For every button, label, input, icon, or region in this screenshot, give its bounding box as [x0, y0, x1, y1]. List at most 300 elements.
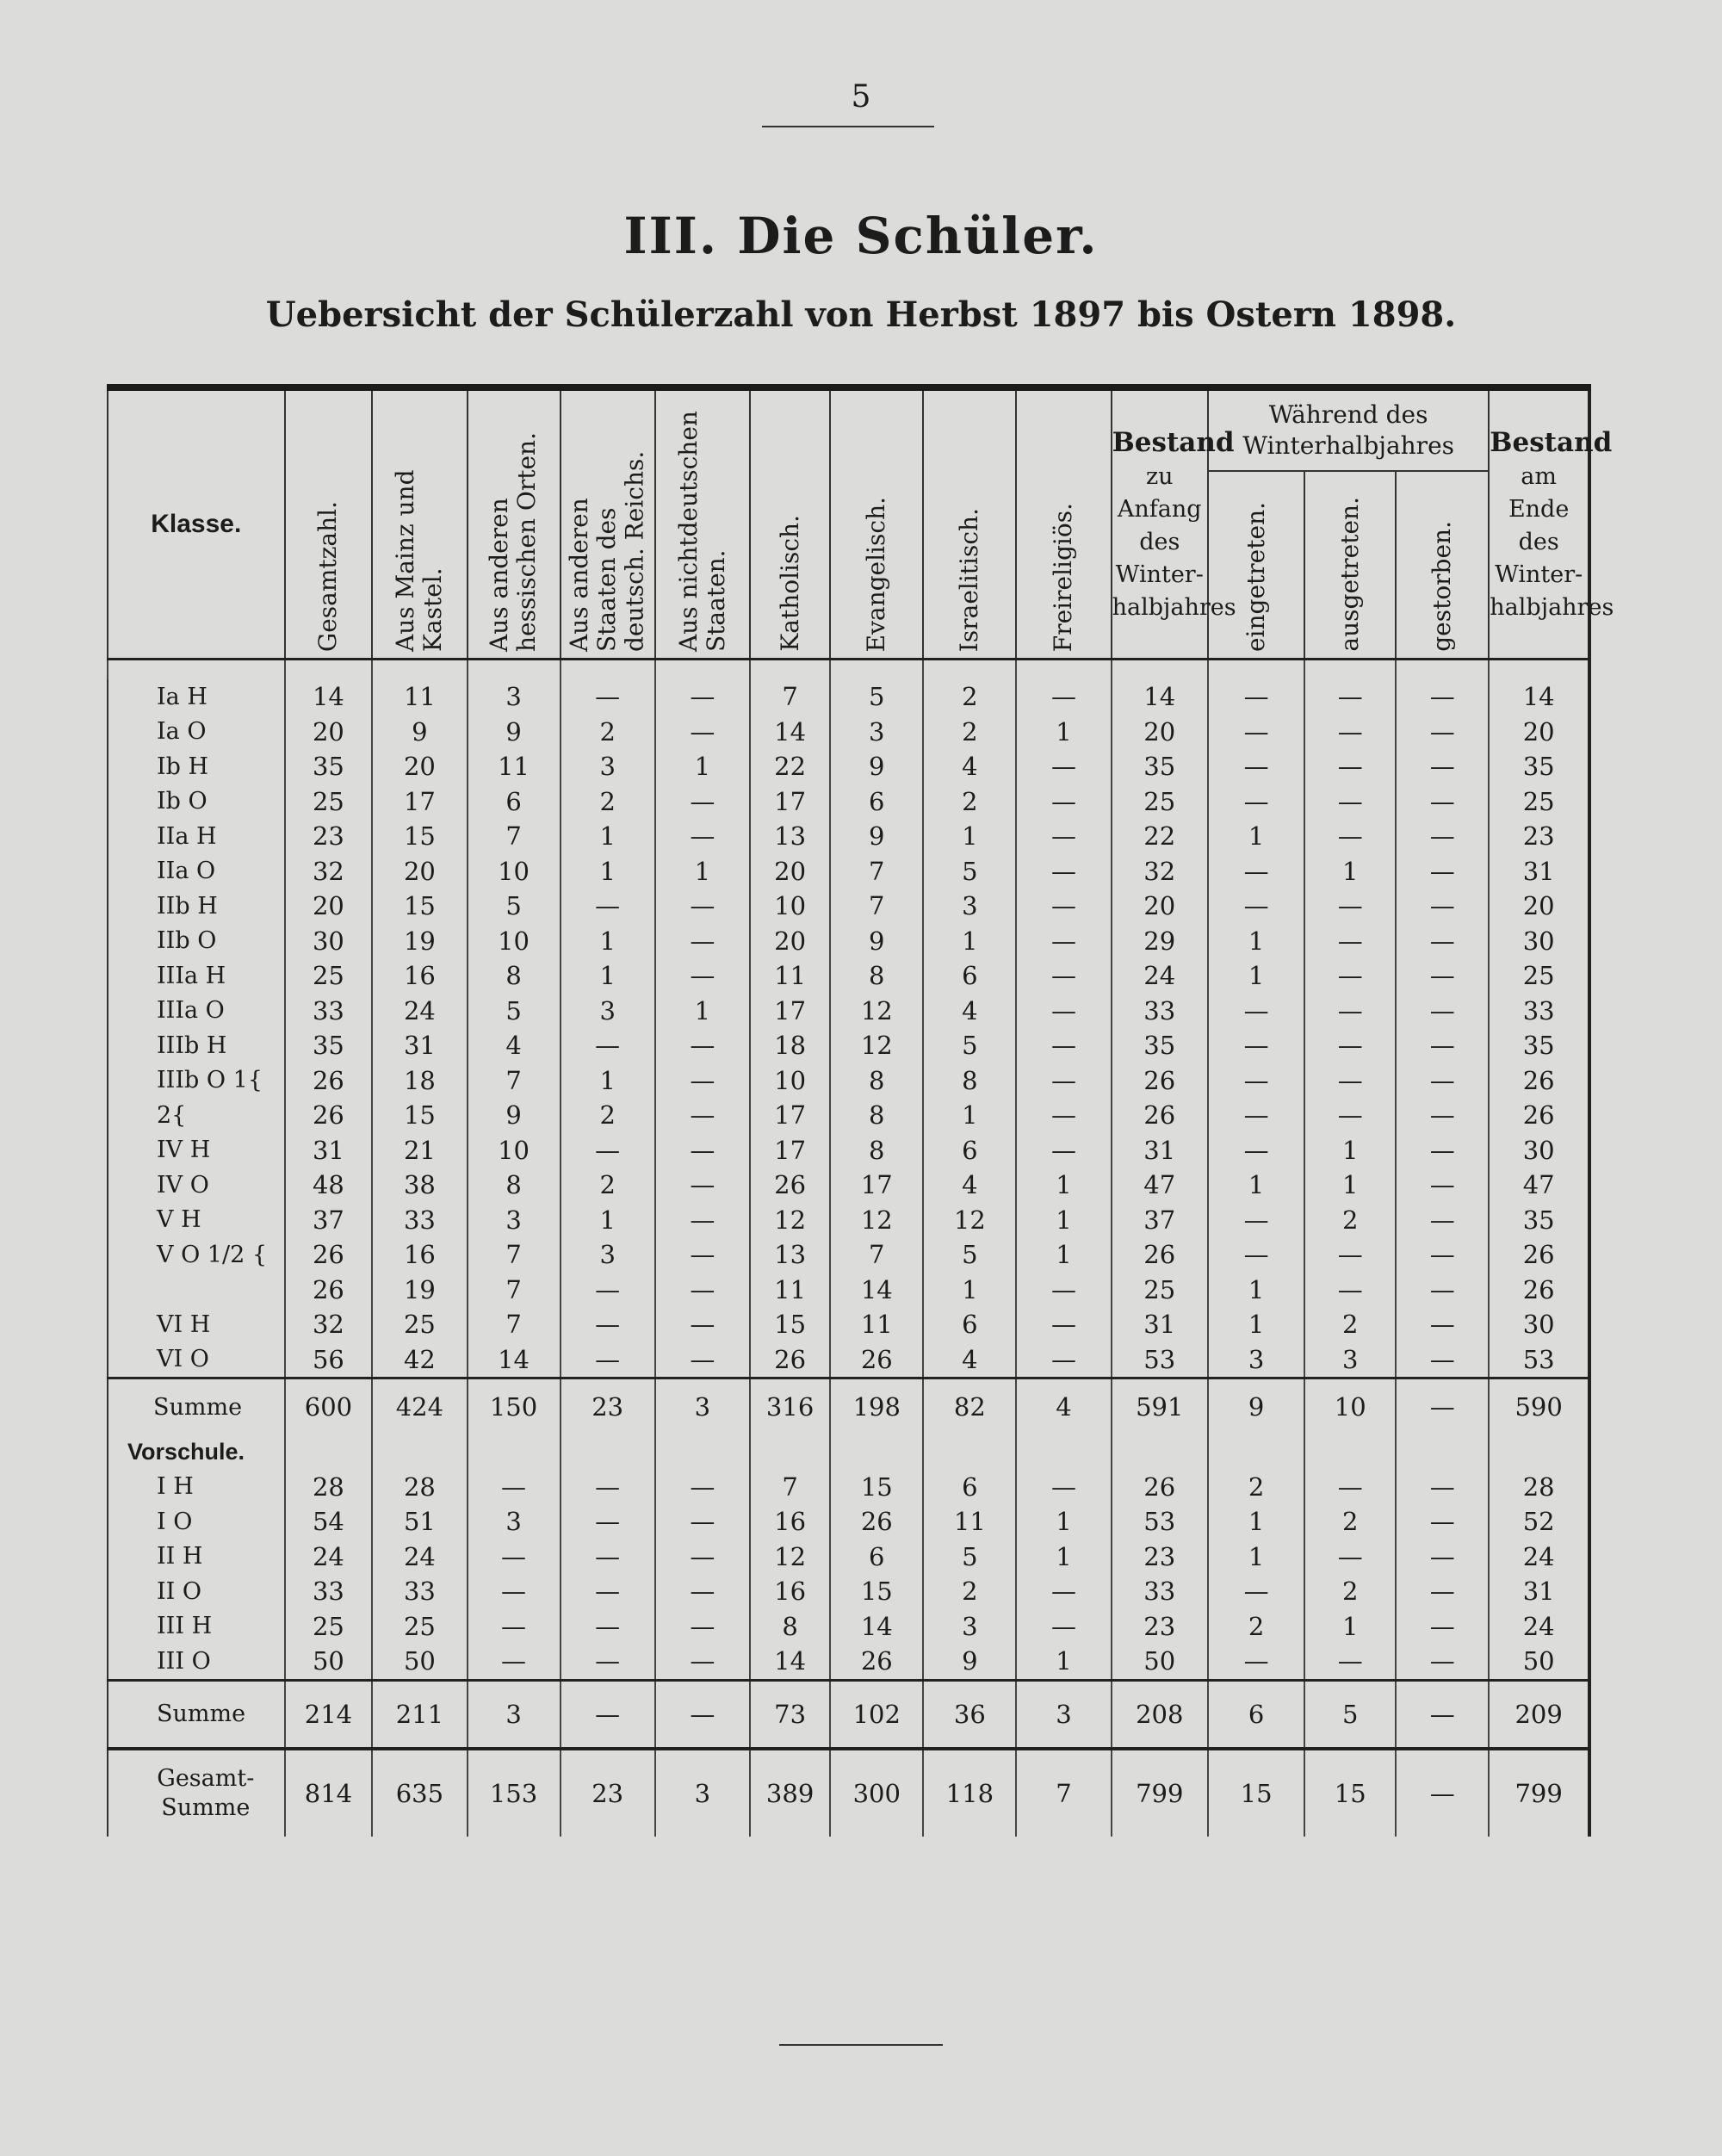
value-cell: — — [655, 784, 750, 820]
value-cell: 26 — [750, 1342, 830, 1378]
value-cell: 1 — [561, 958, 655, 994]
value-cell: 8 — [830, 1133, 923, 1168]
value-cell: 9 — [468, 1098, 561, 1133]
value-cell: 16 — [372, 958, 467, 994]
value-cell: 1 — [1016, 1504, 1111, 1540]
value-cell: 51 — [372, 1504, 467, 1540]
page-number: 5 — [851, 79, 871, 115]
value-cell: — — [1396, 1574, 1489, 1609]
value-cell: — — [1396, 1168, 1489, 1203]
value-cell: 150 — [468, 1378, 561, 1435]
value-cell: 26 — [1112, 1237, 1208, 1273]
value-cell: — — [655, 715, 750, 750]
value-cell: 23 — [561, 1378, 655, 1435]
value-cell: 9 — [1208, 1378, 1304, 1435]
value-cell: 24 — [372, 994, 467, 1029]
value-cell: 20 — [285, 889, 373, 924]
value-cell: 19 — [372, 1273, 467, 1308]
value-cell: — — [1304, 1540, 1396, 1575]
value-cell: 15 — [830, 1470, 923, 1505]
value-cell: — — [1208, 1028, 1304, 1063]
value-cell: 10 — [1304, 1378, 1396, 1435]
value-cell: — — [1016, 1063, 1111, 1099]
value-cell: 7 — [468, 1237, 561, 1273]
value-cell: 26 — [830, 1644, 923, 1680]
value-cell: — — [1208, 1574, 1304, 1609]
class-label-cell: VI O — [108, 1342, 285, 1378]
value-cell: 15 — [372, 1098, 467, 1133]
table-row — [108, 1470, 1589, 1505]
value-cell: 35 — [285, 1028, 373, 1063]
value-cell: — — [561, 1644, 655, 1680]
value-cell: 2 — [923, 679, 1016, 715]
value-cell: 12 — [923, 1203, 1016, 1238]
value-cell: 590 — [1489, 1378, 1589, 1435]
value-cell: 50 — [372, 1644, 467, 1680]
value-cell: — — [1304, 1098, 1396, 1133]
value-cell: 7 — [1016, 1749, 1111, 1837]
value-cell: 1 — [923, 924, 1016, 959]
value-cell: — — [655, 1644, 750, 1680]
value-cell: 9 — [830, 924, 923, 959]
value-cell: 3 — [468, 1203, 561, 1238]
value-cell: — — [655, 1168, 750, 1203]
value-cell: — — [1016, 1133, 1111, 1168]
value-cell: — — [655, 1098, 750, 1133]
value-cell: — — [561, 1574, 655, 1609]
table-row — [108, 1133, 1589, 1168]
value-cell: 36 — [923, 1680, 1016, 1749]
value-cell: 153 — [468, 1749, 561, 1837]
class-label-cell: IV O — [108, 1168, 285, 1203]
header-eingetreten: eingetreten. — [1208, 471, 1304, 660]
value-cell: 53 — [1112, 1504, 1208, 1540]
value-cell: — — [1396, 1098, 1489, 1133]
header-bestand-ende: Bestand am Ende des Winter-halbjahres — [1489, 391, 1589, 660]
value-cell: 20 — [285, 715, 373, 750]
table-row — [108, 889, 1589, 924]
value-cell: 8 — [830, 1063, 923, 1099]
value-cell: — — [1208, 715, 1304, 750]
value-cell: — — [655, 1237, 750, 1273]
value-cell: — — [1304, 1237, 1396, 1273]
value-cell: 1 — [1208, 819, 1304, 854]
value-cell: — — [1396, 1028, 1489, 1063]
value-cell: 22 — [1112, 819, 1208, 854]
value-cell: 33 — [285, 1574, 373, 1609]
value-cell: 73 — [750, 1680, 830, 1749]
value-cell: 26 — [285, 1273, 373, 1308]
value-cell: — — [1304, 715, 1396, 750]
value-cell: 31 — [1112, 1133, 1208, 1168]
value-cell: 20 — [1489, 715, 1589, 750]
table-row — [108, 1168, 1589, 1203]
value-cell: — — [1304, 889, 1396, 924]
value-cell: — — [1396, 1307, 1489, 1342]
value-cell: 15 — [750, 1307, 830, 1342]
value-cell: 316 — [750, 1378, 830, 1435]
value-cell: 5 — [923, 1540, 1016, 1575]
value-cell: 1 — [561, 819, 655, 854]
header-gesamtzahl: Gesamtzahl. — [285, 391, 373, 660]
value-cell: 2 — [561, 1098, 655, 1133]
table-row — [108, 1063, 1589, 1099]
class-label-cell: VI H — [108, 1307, 285, 1342]
summe-row — [108, 1378, 1589, 1435]
value-cell: 3 — [468, 679, 561, 715]
value-cell: 15 — [1304, 1749, 1396, 1837]
value-cell: 8 — [468, 1168, 561, 1203]
header-row-1 — [108, 391, 1589, 471]
value-cell: — — [1396, 1133, 1489, 1168]
value-cell: 29 — [1112, 924, 1208, 959]
value-cell: 6 — [830, 1540, 923, 1575]
value-cell: — — [1208, 1203, 1304, 1238]
value-cell: 20 — [372, 749, 467, 784]
value-cell: 8 — [468, 958, 561, 994]
value-cell: 9 — [923, 1644, 1016, 1680]
value-cell: — — [655, 1470, 750, 1505]
class-label-cell: Summe — [108, 1680, 285, 1749]
value-cell: — — [1016, 1307, 1111, 1342]
value-cell: — — [1396, 1378, 1489, 1435]
value-cell: — — [655, 679, 750, 715]
gesamt-summe-row — [108, 1749, 1589, 1837]
value-cell: 23 — [1112, 1609, 1208, 1645]
value-cell: 799 — [1112, 1749, 1208, 1837]
value-cell: 54 — [285, 1504, 373, 1540]
value-cell: — — [468, 1574, 561, 1609]
value-cell: 37 — [1112, 1203, 1208, 1238]
value-cell: — — [655, 819, 750, 854]
value-cell: 4 — [923, 749, 1016, 784]
value-cell: 52 — [1489, 1504, 1589, 1540]
value-cell: 56 — [285, 1342, 373, 1378]
value-cell: 21 — [372, 1133, 467, 1168]
value-cell: 28 — [1489, 1470, 1589, 1505]
value-cell: 11 — [750, 958, 830, 994]
value-cell: 211 — [372, 1680, 467, 1749]
value-cell: 17 — [830, 1168, 923, 1203]
value-cell: — — [561, 1342, 655, 1378]
value-cell: — — [1396, 784, 1489, 820]
value-cell: — — [561, 679, 655, 715]
table-row — [108, 1504, 1589, 1540]
value-cell: 50 — [1489, 1644, 1589, 1680]
value-cell: — — [561, 1504, 655, 1540]
value-cell: — — [655, 889, 750, 924]
value-cell: 26 — [1489, 1063, 1589, 1099]
value-cell: — — [1396, 854, 1489, 889]
table-row — [108, 1028, 1589, 1063]
value-cell: — — [1208, 749, 1304, 784]
value-cell: 12 — [750, 1540, 830, 1575]
value-cell: — — [1396, 1237, 1489, 1273]
table-body — [108, 660, 1589, 1837]
value-cell: 102 — [830, 1680, 923, 1749]
table-row — [108, 994, 1589, 1029]
value-cell: 1 — [655, 854, 750, 889]
value-cell: 7 — [830, 1237, 923, 1273]
value-cell: — — [1304, 784, 1396, 820]
class-label-cell: IV H — [108, 1133, 285, 1168]
value-cell: — — [1016, 958, 1111, 994]
value-cell: 24 — [1112, 958, 1208, 994]
value-cell: 6 — [923, 958, 1016, 994]
value-cell: 1 — [1304, 1133, 1396, 1168]
value-cell: 26 — [1112, 1098, 1208, 1133]
value-cell: 7 — [468, 1063, 561, 1099]
table-row — [108, 715, 1589, 750]
summe-row — [108, 1680, 1589, 1749]
value-cell: 1 — [1304, 1168, 1396, 1203]
value-cell: — — [1396, 1644, 1489, 1680]
value-cell: 600 — [285, 1378, 373, 1435]
spacer-row — [108, 660, 1589, 679]
value-cell: 7 — [468, 1273, 561, 1308]
value-cell: 2 — [1304, 1574, 1396, 1609]
table-row — [108, 749, 1589, 784]
value-cell: 14 — [285, 679, 373, 715]
value-cell: 799 — [1489, 1749, 1589, 1837]
value-cell: — — [655, 1342, 750, 1378]
value-cell: 35 — [1112, 749, 1208, 784]
value-cell: 20 — [750, 854, 830, 889]
value-cell: 15 — [1208, 1749, 1304, 1837]
value-cell: 35 — [1112, 1028, 1208, 1063]
value-cell: 17 — [750, 1133, 830, 1168]
class-label-cell: IIb H — [108, 889, 285, 924]
class-label-cell: 2{ — [108, 1098, 285, 1133]
class-label-cell: IIIb O 1{ — [108, 1063, 285, 1099]
value-cell: 24 — [372, 1540, 467, 1575]
table-row — [108, 924, 1589, 959]
value-cell: 17 — [372, 784, 467, 820]
value-cell: 1 — [1208, 1168, 1304, 1203]
value-cell: 25 — [285, 958, 373, 994]
value-cell: 2 — [1208, 1470, 1304, 1505]
value-cell: 1 — [1304, 1609, 1396, 1645]
value-cell: 11 — [923, 1504, 1016, 1540]
value-cell: 28 — [372, 1470, 467, 1505]
value-cell: — — [1208, 679, 1304, 715]
value-cell: 3 — [561, 994, 655, 1029]
value-cell: 33 — [372, 1203, 467, 1238]
value-cell: 12 — [830, 1028, 923, 1063]
value-cell: 26 — [1489, 1237, 1589, 1273]
header-bestand-anfang: Bestand zu Anfang des Winter-halbjahres — [1112, 391, 1208, 660]
value-cell: 53 — [1112, 1342, 1208, 1378]
value-cell: 198 — [830, 1378, 923, 1435]
table-row — [108, 679, 1589, 715]
value-cell: 1 — [1208, 958, 1304, 994]
header-klasse: Klasse. — [108, 391, 285, 660]
value-cell: — — [468, 1609, 561, 1645]
value-cell: — — [1396, 994, 1489, 1029]
value-cell: — — [1396, 679, 1489, 715]
value-cell: — — [1016, 819, 1111, 854]
value-cell: 1 — [1208, 1273, 1304, 1308]
value-cell: — — [1016, 889, 1111, 924]
value-cell: 42 — [372, 1342, 467, 1378]
value-cell: 15 — [372, 819, 467, 854]
value-cell: 47 — [1489, 1168, 1589, 1203]
value-cell: 82 — [923, 1378, 1016, 1435]
value-cell: 209 — [1489, 1680, 1589, 1749]
value-cell: 26 — [285, 1237, 373, 1273]
value-cell: 2 — [1304, 1203, 1396, 1238]
table-top-rule — [107, 384, 1591, 391]
value-cell: 14 — [750, 1644, 830, 1680]
header-freireligioes: Freireligiös. — [1016, 391, 1111, 660]
value-cell: 17 — [750, 1098, 830, 1133]
header-evangelisch: Evangelisch. — [830, 391, 923, 660]
value-cell: — — [655, 1133, 750, 1168]
class-label-cell: Gesamt-Summe — [108, 1749, 285, 1837]
value-cell: 3 — [1208, 1342, 1304, 1378]
value-cell: 12 — [830, 1203, 923, 1238]
value-cell: 7 — [830, 854, 923, 889]
value-cell: 26 — [750, 1168, 830, 1203]
value-cell: — — [1304, 1028, 1396, 1063]
value-cell: — — [1304, 1644, 1396, 1680]
header-katholisch: Katholisch. — [750, 391, 830, 660]
value-cell: 20 — [1112, 715, 1208, 750]
value-cell: — — [1396, 819, 1489, 854]
value-cell: 26 — [1489, 1098, 1589, 1133]
vorschule-label: Vorschule. — [108, 1434, 285, 1470]
value-cell: 1 — [561, 1203, 655, 1238]
value-cell: — — [561, 889, 655, 924]
class-label-cell: IIa O — [108, 854, 285, 889]
value-cell: 1 — [923, 1098, 1016, 1133]
value-cell: — — [655, 1063, 750, 1099]
value-cell: 26 — [1112, 1470, 1208, 1505]
value-cell: 9 — [372, 715, 467, 750]
value-cell: 2 — [923, 784, 1016, 820]
value-cell: 17 — [750, 784, 830, 820]
value-cell: 47 — [1112, 1168, 1208, 1203]
value-cell: 1 — [655, 994, 750, 1029]
value-cell: 1 — [1016, 1203, 1111, 1238]
class-label-cell: Ia O — [108, 715, 285, 750]
value-cell: — — [1304, 994, 1396, 1029]
class-label-cell: IIIb H — [108, 1028, 285, 1063]
value-cell: 4 — [923, 994, 1016, 1029]
value-cell: — — [1016, 1028, 1111, 1063]
value-cell: 13 — [750, 1237, 830, 1273]
value-cell: 31 — [1489, 854, 1589, 889]
student-table-container — [107, 384, 1614, 1837]
value-cell: 11 — [468, 749, 561, 784]
class-label-cell: IIIa O — [108, 994, 285, 1029]
value-cell: 30 — [1489, 924, 1589, 959]
value-cell: 38 — [372, 1168, 467, 1203]
value-cell: — — [561, 1609, 655, 1645]
value-cell: 3 — [561, 749, 655, 784]
value-cell: 31 — [285, 1133, 373, 1168]
value-cell: 31 — [372, 1028, 467, 1063]
value-cell: — — [655, 958, 750, 994]
value-cell: 14 — [1112, 679, 1208, 715]
value-cell: — — [655, 1540, 750, 1575]
value-cell: 5 — [923, 1237, 1016, 1273]
value-cell: 591 — [1112, 1378, 1208, 1435]
value-cell: — — [1016, 784, 1111, 820]
value-cell: 1 — [923, 819, 1016, 854]
value-cell: 26 — [285, 1098, 373, 1133]
value-cell: 33 — [372, 1574, 467, 1609]
table-row — [108, 1609, 1589, 1645]
value-cell: — — [1208, 994, 1304, 1029]
value-cell: 2 — [1304, 1307, 1396, 1342]
table-title: Uebersicht der Schülerzahl von Herbst 1897 bis Ostern 1898. — [265, 294, 1457, 335]
value-cell: 1 — [1016, 715, 1111, 750]
value-cell: — — [1016, 1470, 1111, 1505]
value-cell: 2 — [1304, 1504, 1396, 1540]
value-cell: — — [1304, 958, 1396, 994]
value-cell: 33 — [1112, 1574, 1208, 1609]
value-cell: 32 — [285, 1307, 373, 1342]
value-cell: 2 — [561, 1168, 655, 1203]
header-nichtdeutsch: Aus nichtdeutschen Staaten. — [655, 391, 750, 660]
value-cell: — — [561, 1540, 655, 1575]
value-cell: — — [1208, 889, 1304, 924]
value-cell: — — [1208, 1237, 1304, 1273]
value-cell: 10 — [468, 854, 561, 889]
value-cell: 7 — [750, 679, 830, 715]
value-cell: 3 — [468, 1504, 561, 1540]
value-cell: 14 — [750, 715, 830, 750]
value-cell: 3 — [830, 715, 923, 750]
value-cell: 3 — [1016, 1680, 1111, 1749]
class-label-cell: Ib H — [108, 749, 285, 784]
value-cell: 12 — [830, 994, 923, 1029]
header-ausgetreten: ausgetreten. — [1304, 471, 1396, 660]
class-label-cell: Ib O — [108, 784, 285, 820]
value-cell: — — [1016, 994, 1111, 1029]
value-cell: 50 — [285, 1644, 373, 1680]
value-cell: — — [1304, 749, 1396, 784]
table-row — [108, 1098, 1589, 1133]
value-cell: — — [1396, 1504, 1489, 1540]
value-cell: — — [1304, 1063, 1396, 1099]
value-cell: 1 — [561, 1063, 655, 1099]
value-cell: 5 — [468, 994, 561, 1029]
value-cell: — — [1208, 1063, 1304, 1099]
value-cell: 20 — [1489, 889, 1589, 924]
value-cell: 15 — [372, 889, 467, 924]
value-cell: 25 — [1112, 784, 1208, 820]
value-cell: 25 — [1489, 958, 1589, 994]
value-cell: 35 — [1489, 1028, 1589, 1063]
value-cell: 30 — [1489, 1133, 1589, 1168]
class-label-cell: III H — [108, 1609, 285, 1645]
value-cell: 31 — [1112, 1307, 1208, 1342]
value-cell: 9 — [830, 749, 923, 784]
table-row — [108, 819, 1589, 854]
value-cell: 24 — [1489, 1609, 1589, 1645]
value-cell: 10 — [750, 1063, 830, 1099]
value-cell: 208 — [1112, 1680, 1208, 1749]
value-cell: — — [1396, 889, 1489, 924]
value-cell: 814 — [285, 1749, 373, 1837]
header-gestorben: gestorben. — [1396, 471, 1489, 660]
value-cell: 35 — [1489, 1203, 1589, 1238]
value-cell: — — [1304, 819, 1396, 854]
value-cell: 9 — [468, 715, 561, 750]
table-row — [108, 1574, 1589, 1609]
